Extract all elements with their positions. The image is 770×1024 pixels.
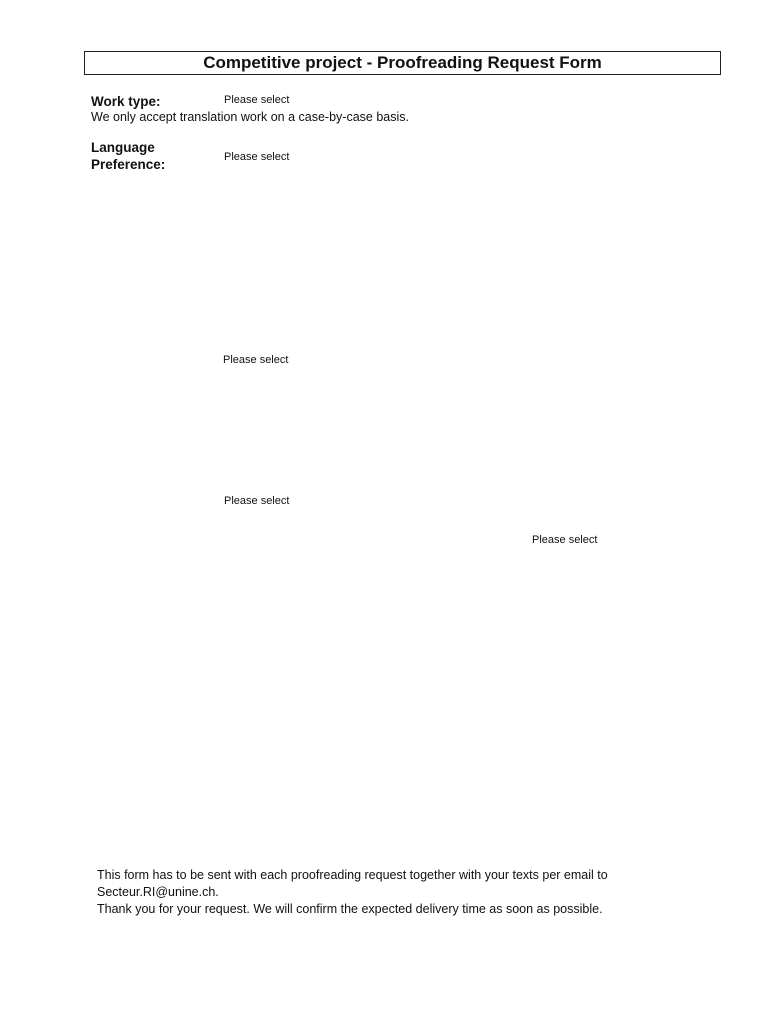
footer-line-1: This form has to be sent with each proofreading request together with your texts per email to (97, 868, 608, 882)
field-select-5[interactable]: Please select (532, 534, 598, 546)
language-label-line1: Language (91, 140, 155, 155)
field-select-3[interactable]: Please select (223, 354, 289, 366)
form-title: Competitive project - Proofreading Request Form (203, 53, 602, 72)
work-type-label: Work type: (91, 94, 161, 109)
form-title-box (84, 51, 721, 75)
translation-note: We only accept translation work on a case-by-case basis. (91, 110, 409, 124)
footer-email-line: Secteur.RI@unine.ch. (97, 885, 219, 899)
language-label-line2: Preference: (91, 157, 166, 172)
field-select-4[interactable]: Please select (224, 495, 290, 507)
footer-line-3: Thank you for your request. We will confirm the expected delivery time as soon as possible. (97, 902, 603, 916)
language-preference-select[interactable]: Please select (224, 151, 290, 163)
work-type-select[interactable]: Please select (224, 94, 290, 106)
footer-note (97, 867, 608, 918)
